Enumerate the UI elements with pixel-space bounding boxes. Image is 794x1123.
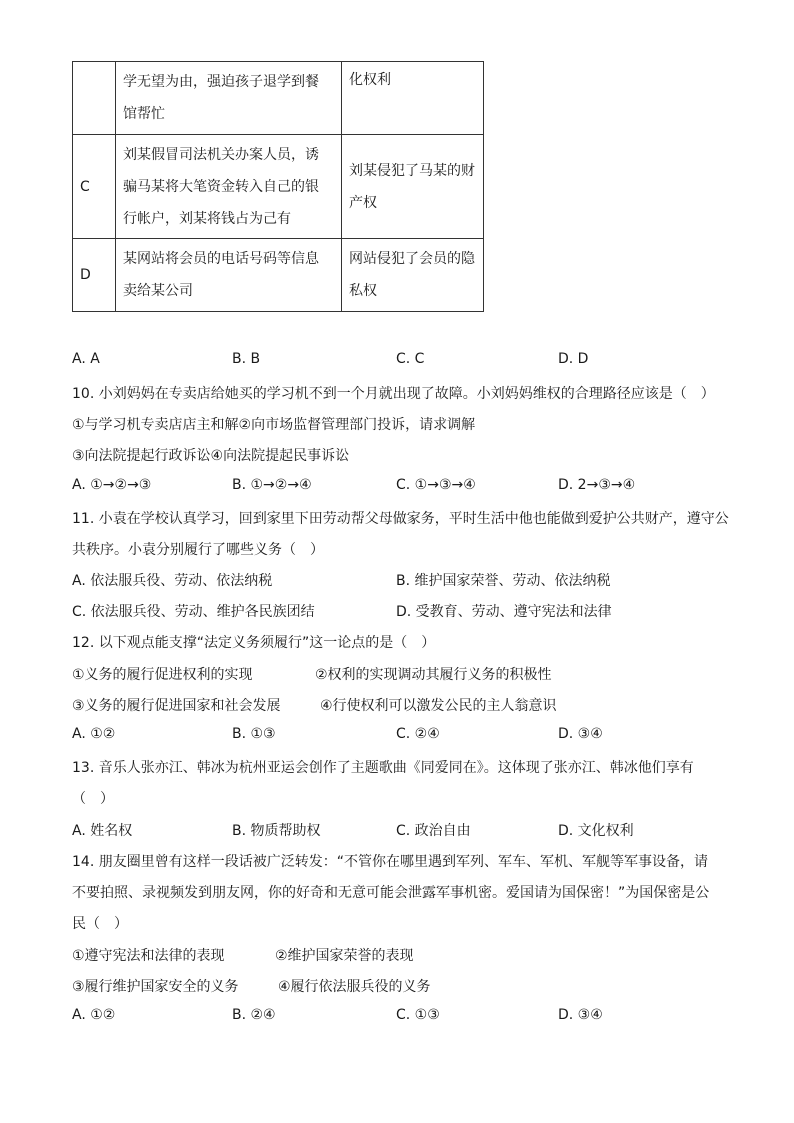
fact-line: 行帐户，刘某将钱占为己有 [123,210,291,227]
q14-option-d[interactable]: D. ③④ [558,1007,603,1023]
row-label: D [73,239,116,312]
q14-stem: 14. 朋友圈里曾有这样一段话被广泛转发：“不管你在哪里遇到军列、军车、军机、军舰等军事设备，请 [72,854,708,870]
row-judgement [342,239,484,312]
row-judgement [342,62,484,135]
fact-line: 刘某假冒司法机关办案人员，诱 [123,146,319,163]
q12-item: ②权利的实现调动其履行义务的积极性 [315,667,552,683]
q9-option-a[interactable]: A. A [72,351,100,367]
q14-option-a[interactable]: A. ①② [72,1007,116,1023]
q10-option-b[interactable]: B. ①→②→④ [232,477,312,493]
q14-option-b[interactable]: B. ②④ [232,1007,276,1023]
q12-option-c[interactable]: C. ②④ [396,726,440,742]
q13-option-c[interactable]: C. 政治自由 [396,823,471,839]
q12-option-b[interactable]: B. ①③ [232,726,276,742]
table-row [73,239,484,312]
q11-option-d[interactable]: D. 受教育、劳动、遵守宪法和法律 [396,604,612,620]
q12-item: ④行使权利可以激发公民的主人翁意识 [320,698,557,714]
q14-stem: 民（ ） [72,916,128,932]
q11-stem: 共秩序。小袁分别履行了哪些义务（ ） [72,542,324,558]
row-facts [116,239,342,312]
judgement-line: 网站侵犯了会员的隐 [349,251,475,267]
row-facts [116,135,342,239]
q14-item: ②维护国家荣誉的表现 [275,948,414,964]
q11-option-b[interactable]: B. 维护国家荣誉、劳动、依法纳税 [396,573,611,589]
q11-option-c[interactable]: C. 依法服兵役、劳动、维护各民族团结 [72,604,315,620]
fact-line: 某网站将会员的电话号码等信息 [123,251,319,267]
q12-item: ③义务的履行促进国家和社会发展 [72,698,281,714]
q9-option-c[interactable]: C. C [396,351,425,367]
q11-stem: 11. 小袁在学校认真学习，回到家里下田劳动帮父母做家务，平时生活中他也能做到爱护公共财产，遵守公 [72,511,729,527]
q14-item: ④履行依法服兵役的义务 [278,979,431,995]
q13-option-b[interactable]: B. 物质帮助权 [232,823,321,839]
judgement-line: 刘某侵犯了马某的财 [349,162,475,179]
judgement-line: 产权 [349,194,377,211]
judgement-line: 私权 [349,283,377,299]
q9-option-d[interactable]: D. D [558,351,589,367]
judgement-line: 化权利 [349,72,391,88]
row-label [73,62,116,135]
q10-option-a[interactable]: A. ①→②→③ [72,477,152,493]
q13-option-a[interactable]: A. 姓名权 [72,823,133,839]
answer-table [72,61,484,312]
fact-line: 馆帮忙 [123,106,165,122]
q13-option-d[interactable]: D. 文化权利 [558,823,634,839]
fact-line: 卖给某公司 [123,283,193,299]
q12-option-d[interactable]: D. ③④ [558,726,603,742]
q14-item: ①遵守宪法和法律的表现 [72,948,225,964]
q13-stem: （ ） [72,791,114,807]
q9-option-b[interactable]: B. B [232,351,261,367]
row-facts [116,62,342,135]
q10-item-line: ①与学习机专卖店店主和解②向市场监督管理部门投诉，请求调解 [72,417,476,433]
fact-line: 骗马某将大笔资金转入自己的银 [123,178,319,195]
q13-stem: 13. 音乐人张亦江、韩冰为杭州亚运会创作了主题歌曲《同爱同在》。这体现了张亦江、韩冰他们享有 [72,760,694,776]
q14-item: ③履行维护国家安全的义务 [72,979,239,995]
row-label: C [73,135,116,239]
q10-stem: 10. 小刘妈妈在专卖店给她买的学习机不到一个月就出现了故障。小刘妈妈维权的合理路径应该是（ ） [72,386,715,402]
q14-option-c[interactable]: C. ①③ [396,1007,440,1023]
q12-item: ①义务的履行促进权利的实现 [72,667,253,683]
q12-stem: 12. 以下观点能支撑“法定义务须履行”这一论点的是（ ） [72,635,436,651]
q14-stem: 不要拍照、录视频发到朋友网，你的好奇和无意可能会泄露军事机密。爱国请为国保密！”为国保密是公 [72,885,710,901]
row-judgement [342,135,484,239]
table-row [73,135,484,239]
q10-item-line: ③向法院提起行政诉讼④向法院提起民事诉讼 [72,448,350,464]
table-row [73,62,484,135]
q12-option-a[interactable]: A. ①② [72,726,116,742]
q11-option-a[interactable]: A. 依法服兵役、劳动、依法纳税 [72,573,273,589]
q10-option-c[interactable]: C. ①→③→④ [396,477,476,493]
q10-option-d[interactable]: D. 2→③→④ [558,477,636,493]
fact-line: 学无望为由，强迫孩子退学到餐 [123,74,319,90]
